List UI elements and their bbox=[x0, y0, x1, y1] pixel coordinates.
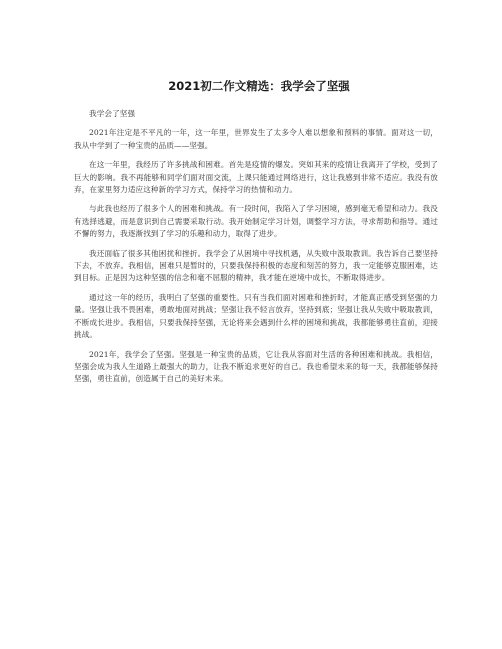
paragraph-subtitle: 我学会了坚强 bbox=[89, 109, 136, 118]
paragraph-3: 与此我也经历了很多个人的困难和挑战。有一段时间，我陷入了学习困境，感到毫无希望和动力。我没有选择逃避，而是意识到自己需要采取行动。我开始制定学习计划，调整学习方法，寻求帮助和指导。通过不懈的努力，我逐渐找到了学习的乐趣和动力，取得了进步。 bbox=[74, 204, 438, 239]
paragraph-1: 2021年注定是不平凡的一年，这一年里，世界发生了太多令人难以想象和预料的事情。面对这一切，我从中学到了一种宝贵的品质——坚强。 bbox=[74, 128, 438, 150]
paragraph-6: 2021年，我学会了坚强。坚强是一种宝贵的品质，它让我从容面对生活的各种困难和挑战。我相信，坚强会成为我人生道路上最强大的助力，让我不断追求更好的自己。我也希望未来的每一天，我都能够保持坚强，勇往直前，创造属于自己的美好未来。 bbox=[74, 349, 438, 384]
paragraph-5: 通过这一年的经历，我明白了坚强的重要性。只有当我们面对困难和挫折时，才能真正感受到坚强的力量。坚强让我不畏困难，勇敢地面对挑战；坚强让我不轻言放弃，坚持到底；坚强让我从失败中吸取教训，不断成长进步。我相信，只要我保持坚强，无论将来会遇到什么样的困境和挑战，我都能够勇往直前，迎接挑战。 bbox=[74, 292, 438, 340]
paragraph-2: 在这一年里，我经历了许多挑战和困难。首先是疫情的爆发。突如其来的疫情让我离开了学校，受到了巨大的影响。我不再能够和同学们面对面交流，上课只能通过网络进行，这让我感到非常不适应。我没有放弃，在家里努力适应这种新的学习方式，保持学习的热情和动力。 bbox=[74, 160, 438, 195]
document-title: 2021初二作文精选：我学会了坚强 bbox=[168, 79, 350, 93]
paragraph-4: 我还面临了很多其他困扰和挫折。我学会了从困境中寻找机遇，从失败中汲取教训。我告诉自己要坚持下去，不放弃。我相信，困难只是暂时的，只要我保持积极的态度和刻苦的努力，我一定能够克服困难，达到目标。正是因为这种坚强的信念和毫不屈服的精神，我才能在逆境中成长，不断取得进步。 bbox=[74, 248, 438, 283]
